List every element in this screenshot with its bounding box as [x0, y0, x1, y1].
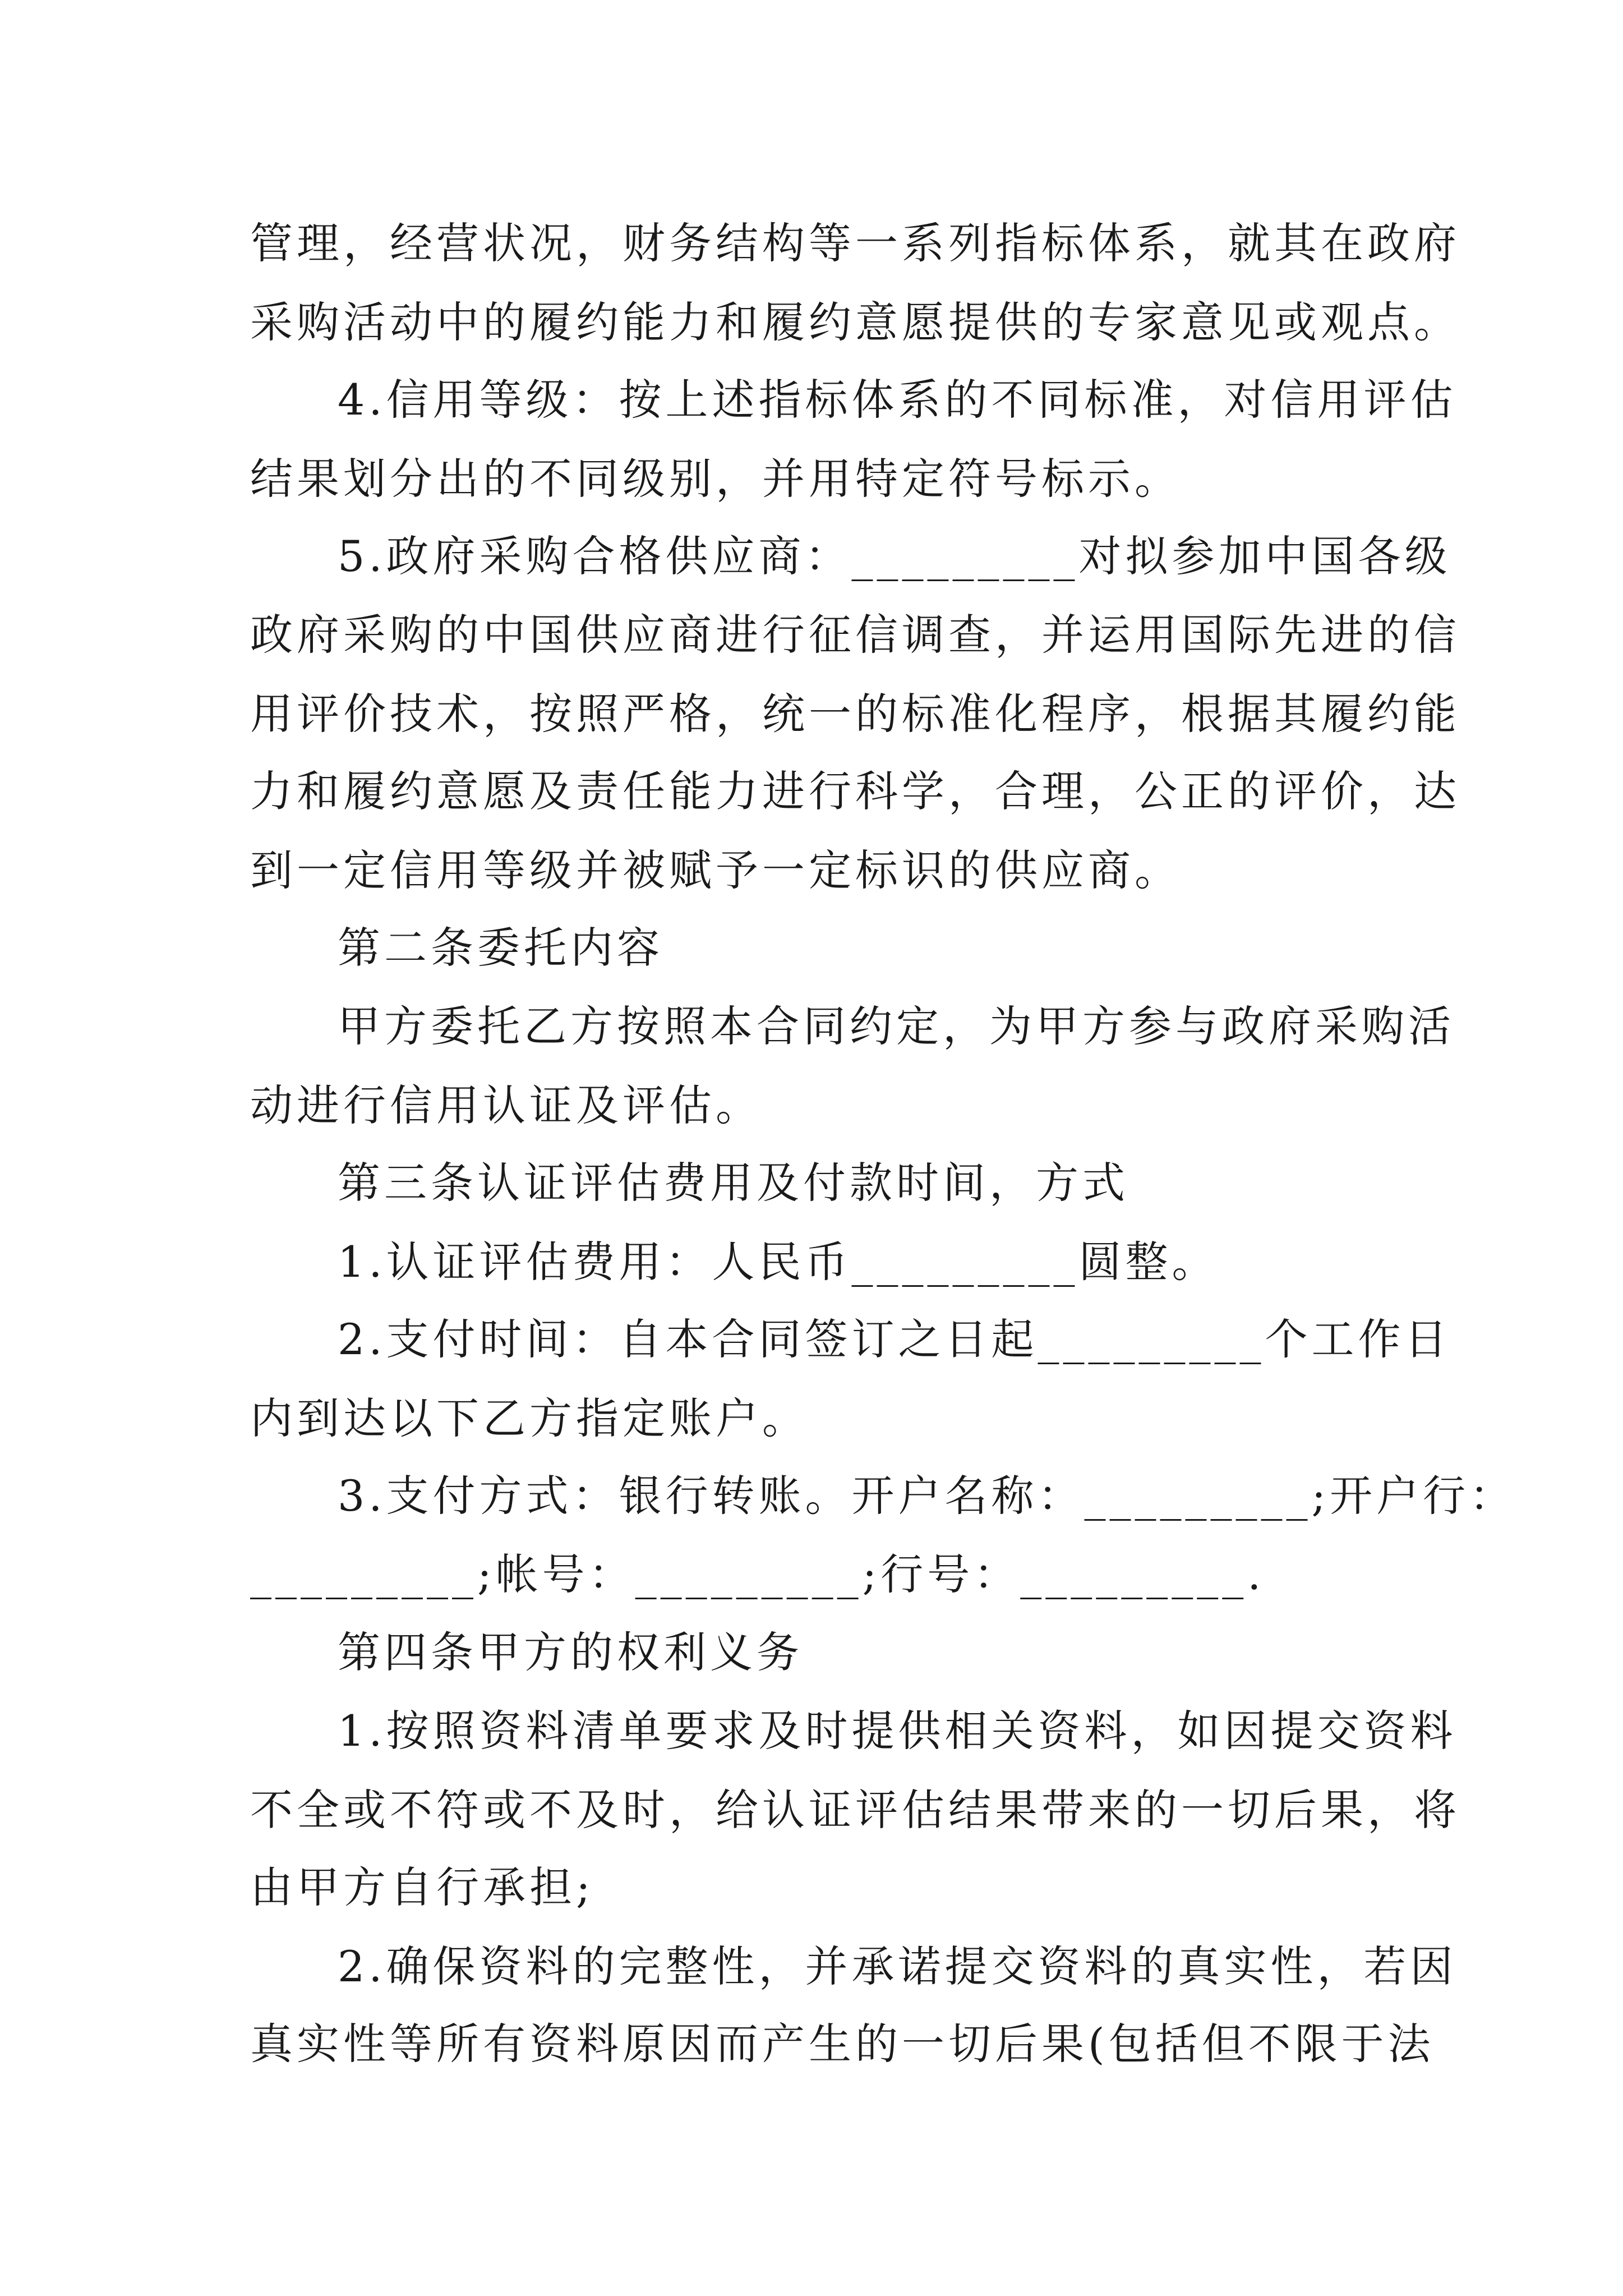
text-line: 管理，经营状况，财务结构等一系列指标体系，就其在政府: [250, 218, 1460, 268]
section-heading: 第四条甲方的权利义务: [338, 1627, 803, 1677]
text-line: 政府采购的中国供应商进行征信调查，并运用国际先进的信: [250, 610, 1460, 660]
text-line: 1.按照资料清单要求及时提供相关资料，如因提交资料: [338, 1706, 1457, 1756]
text-line: 到一定信用等级并被赋予一定标识的供应商。: [250, 845, 1181, 895]
text-line: 力和履约意愿及责任能力进行科学，合理，公正的评价，达: [250, 766, 1460, 816]
text-line: 4.信用等级：按上述指标体系的不同标准，对信用评估: [338, 375, 1457, 425]
section-heading: 第三条认证评估费用及付款时间，方式: [338, 1158, 1129, 1208]
text-line: 用评价技术，按照严格，统一的标准化程序，根据其履约能: [250, 689, 1460, 739]
section-heading: 第二条委托内容: [338, 923, 663, 973]
text-line: 由甲方自行承担;: [250, 1862, 594, 1912]
text-line: 2.确保资料的完整性，并承诺提交资料的真实性，若因: [338, 1941, 1457, 1991]
text-line: 5.政府采购合格供应商：_________对拟参加中国各级: [338, 531, 1451, 581]
text-line: 3.支付方式：银行转账。开户名称：_________;开户行：: [338, 1471, 1516, 1521]
text-line: 不全或不符或不及时，给认证评估结果带来的一切后果，将: [250, 1785, 1460, 1835]
text-line: 2.支付时间：自本合同签订之日起_________个工作日: [338, 1314, 1451, 1364]
text-line: _________;帐号：_________;行号：_________.: [250, 1549, 1265, 1599]
text-line: 结果划分出的不同级别，并用特定符号标示。: [250, 454, 1181, 504]
text-line: 1.认证评估费用：人民币_________圆整。: [338, 1237, 1219, 1287]
text-line: 采购活动中的履约能力和履约意愿提供的专家意见或观点。: [250, 297, 1460, 347]
text-line: 内到达以下乙方指定账户。: [250, 1393, 809, 1443]
text-line: 动进行信用认证及评估。: [250, 1080, 762, 1130]
text-line: 甲方委托乙方按照本合同约定，为甲方参与政府采购活: [338, 1001, 1455, 1051]
text-line: 真实性等所有资料原因而产生的一切后果(包括但不限于法: [250, 2019, 1435, 2069]
